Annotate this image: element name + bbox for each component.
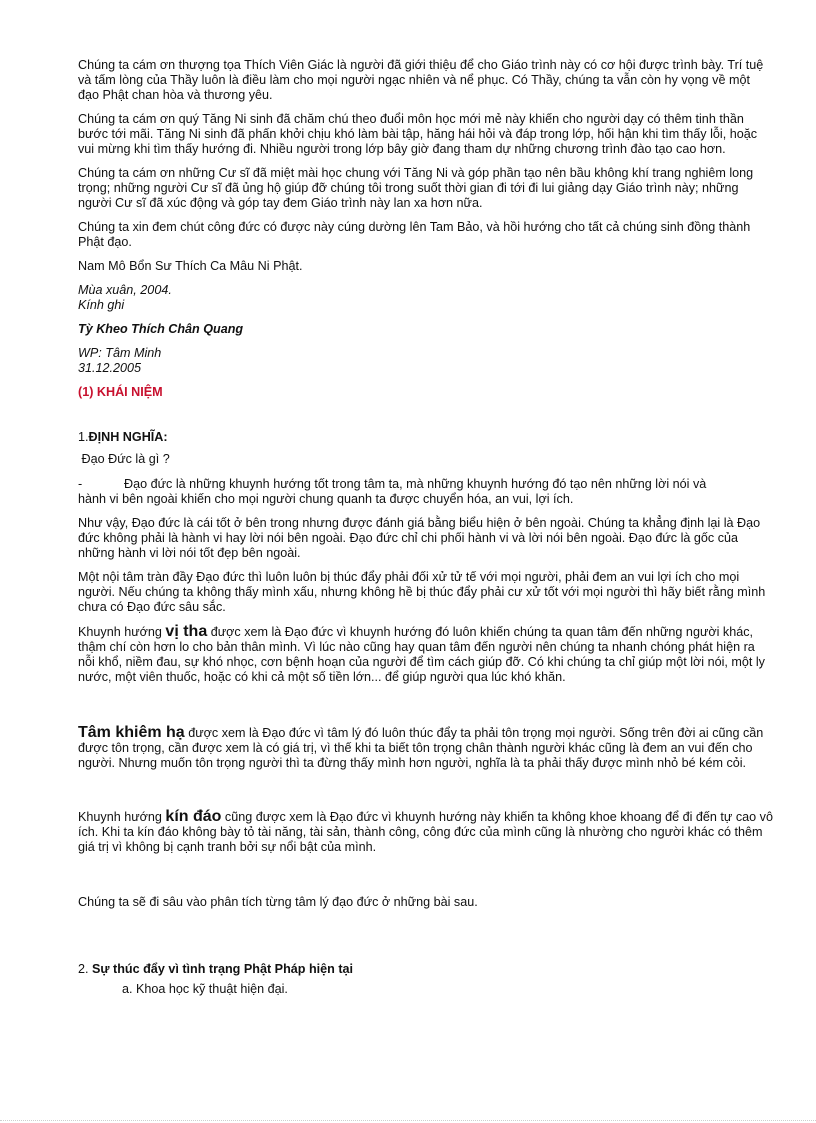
paragraph-later-lessons: Chúng ta sẽ đi sâu vào phân tích từng tâm lý đạo đức ở những bài sau. <box>78 895 478 909</box>
signature-date: Mùa xuân, 2004. <box>78 283 172 297</box>
vi-tha-prefix: Khuynh hướng <box>78 625 166 639</box>
subsection-title: ĐỊNH NGHĨA: <box>88 430 168 444</box>
definition-dash-line <box>78 477 774 492</box>
khiem-ha-keyword: Tâm khiêm hạ <box>78 724 185 741</box>
signature-author: Tỳ Kheo Thích Chân Quang <box>78 322 244 336</box>
definition-text: Đạo đức là những khuynh hướng tốt trong tâm ta, mà những khuynh hướng đó tạo nên những lời nói và <box>124 477 707 491</box>
document-page <box>78 58 774 1006</box>
section-1-title: (1) KHÁI NIỆM <box>78 385 163 399</box>
wp-credit: WP: Tâm Minh <box>78 346 162 360</box>
kin-dao-text: cũng được xem là Đạo đức vì khuynh hướng này khiến ta không khoe khoang để đi đến tự cao vô ích. Khi ta kín đáo không bày tỏ tài năng, tài sản, thành công, công đức của mình cũng là nhường cho người khác có thêm giá trị vì không bị cạnh tranh bởi sự nổi bật của mình. <box>78 810 773 854</box>
section-2-number: 2. <box>78 962 93 976</box>
subsection-number: 1. <box>78 430 89 444</box>
paragraph-vi-tha <box>78 624 774 685</box>
ack-paragraph-2: Chúng ta cám ơn quý Tăng Ni sinh đã chăm chú theo đuổi môn học mới mẻ này khiến cho người dạy có thêm tinh thần bước tới mãi. Tăng Ni sinh đã phấn khởi chịu khó làm bài tập, hăng hái hỏi và đáp trong lớp, hối hận khi tìm thấy lỗi, hoặc vui mừng khi tìm thấy hướng đi. Nhiều người trong lớp bây giờ đang tham dự những chương trình đào tạo cao hơn. <box>78 112 757 156</box>
vi-tha-keyword: vị tha <box>165 623 208 640</box>
ack-paragraph-5: Nam Mô Bổn Sư Thích Ca Mâu Ni Phật. <box>78 259 303 273</box>
definition-continuation: hành vi bên ngoài khiến cho mọi người chung quanh ta được chuyển hóa, an vui, lợi ích. <box>78 492 574 506</box>
vi-tha-text: được xem là Đạo đức vì khuynh hướng đó luôn khiến chúng ta quan tâm đến những người khác, thậm chí còn hơn lo cho bản thân mình. Vì lúc nào cũng hay quan tâm đến người nên chúng ta nhanh chóng phát hiện ra nỗi khổ, niềm đau, sự khó nhọc, cơn bệnh hoạn của người để tìm cách giúp đỡ. Có khi chúng ta chỉ giúp một lời nói, một ly nước, một viên thuốc, hoặc có khi cả một số tiền lớn... để giúp người qua lúc khó khăn. <box>78 625 765 684</box>
wp-date: 31.12.2005 <box>78 361 142 375</box>
section-2-title: Sự thúc đẩy vì tình trạng Phật Pháp hiện tại <box>92 962 354 976</box>
khiem-ha-text: được xem là Đạo đức vì tâm lý đó luôn thúc đẩy ta phải tôn trọng mọi người. Sống trên đời ai cũng cần được tôn trọng, cần được xem là có giá trị, vì thế khi ta biết tôn trọng chân thành người khác cũng là đem an vui đến cho người. Nhưng muốn tôn trọng người thì ta đừng thấy mình hơn người, nghĩa là ta phải thấy được mình nhỏ bé kém cỏi. <box>78 726 764 770</box>
ack-paragraph-4: Chúng ta xin đem chút công đức có được này cúng dường lên Tam Bảo, và hồi hướng cho tất cả chúng sinh đồng thành Phật đạo. <box>78 220 751 249</box>
ack-paragraph-1: Chúng ta cám ơn thượng tọa Thích Viên Giác là người đã giới thiệu để cho Giáo trình này có cơ hội được trình bày. Trí tuệ và tấm lòng của Thầy luôn là điều làm cho mọi người ngạc nhiên và nể phục. Có Thầy, chúng ta vẫn còn hy vọng về một đạo Phật chan hòa và thương yêu. <box>78 58 764 102</box>
paragraph-nhu-vay: Như vậy, Đạo đức là cái tốt ở bên trong nhưng được đánh giá bằng biểu hiện ở bên ngoài. Chúng ta khẳng định lại là Đạo đức không phải là hành vi hay lời nói bên ngoài. Đạo đức chỉ chi phối hành vi và lời nói bên ngoài. Đạo đức là gốc của những hành vi lời nói tốt đẹp bên ngoài. <box>78 516 761 560</box>
definition-question: Đạo Đức là gì ? <box>78 452 170 466</box>
kin-dao-keyword: kín đáo <box>165 808 222 825</box>
signature-kinh-ghi: Kính ghi <box>78 298 125 312</box>
paragraph-mot-noi-tam: Một nội tâm tràn đầy Đạo đức thì luôn luôn bị thúc đẩy phải đối xử tử tế với mọi người, phải đem an vui lợi ích cho mọi người. Nếu chúng ta không thấy mình xấu, nhưng không hề bị thúc đẩy phải cư xử tốt với mọi người thì hãy biết rằng mình chưa có Đạo đức sâu sắc. <box>78 570 766 614</box>
subsection-definition-heading <box>78 430 774 445</box>
section-2-heading <box>78 962 774 977</box>
page-bottom-divider <box>0 1120 816 1121</box>
kin-dao-prefix: Khuynh hướng <box>78 810 166 824</box>
dash-marker: - <box>78 477 83 491</box>
paragraph-kin-dao <box>78 809 774 855</box>
ack-paragraph-3: Chúng ta cám ơn những Cư sĩ đã miệt mài học chung với Tăng Ni và góp phần tạo nên bầu không khí trang nghiêm long trọng; những người Cư sĩ đã ủng hộ giúp đỡ chúng tôi trong suốt thời gian đi tới đi lui giảng dạy Giáo trình này; những người Cư sĩ đã xúc động và góp tay đem Giáo trình này lan xa hơn nữa. <box>78 166 754 210</box>
section-2-item-a: a. Khoa học kỹ thuật hiện đại. <box>122 982 288 996</box>
paragraph-khiem-ha <box>78 725 774 771</box>
